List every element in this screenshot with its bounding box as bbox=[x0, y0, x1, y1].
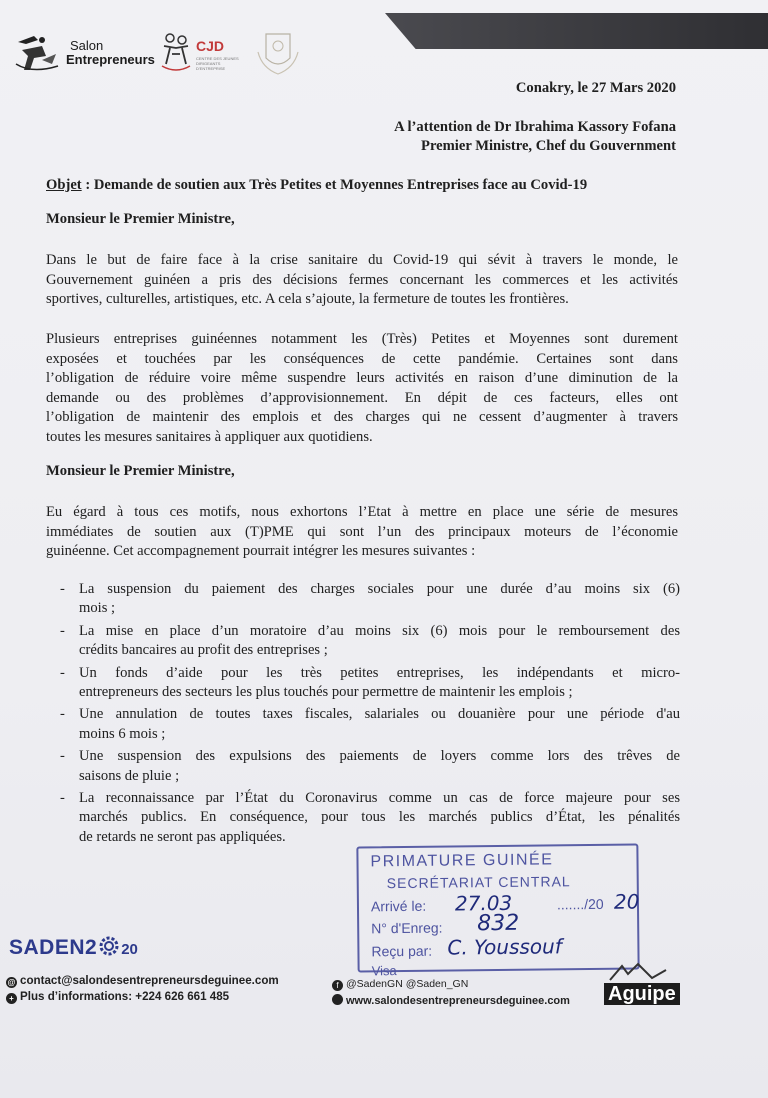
saden-logo-text: SADEN2 bbox=[9, 936, 98, 959]
paragraph-2-line: l’obligation de maintenir des emplois et des charges qui ne cessent d’augmenter à travers bbox=[46, 409, 678, 425]
salutation-2: Monsieur le Premier Ministre, bbox=[46, 463, 235, 479]
stamp-line-1: PRIMATURE GUINÉE bbox=[370, 851, 554, 871]
stamp-year-label: ......./20 bbox=[556, 895, 604, 913]
paragraph-2-line: Plusieurs entreprises guinéennes notamment les (Très) Petites et Moyennes sont durement bbox=[46, 331, 678, 347]
paragraph-3-line: Eu égard à tous ces motifs, nous exhortons l’Etat à mettre en place une série de mesures bbox=[46, 504, 678, 520]
list-item-line: marchés publics. En conséquence, pour tous les marchés publics d’État, les pénalités bbox=[79, 809, 680, 826]
footer-website bbox=[332, 994, 570, 1007]
stamp-year-value: 20 bbox=[613, 889, 640, 914]
bullet-dash: - bbox=[60, 664, 65, 681]
paragraph-2-line: l’obligation de réduire voire même suspendre leurs activités en raison d’une diminution de la bbox=[46, 370, 678, 386]
subject-text: : Demande de soutien aux Très Petites et Moyennes Entreprises face au Covid-19 bbox=[81, 177, 588, 193]
paragraph-1-line: Dans le but de faire face à la crise sanitaire du Covid-19 qui sévit à travers le monde, le bbox=[46, 252, 678, 268]
bullet-dash: - bbox=[60, 748, 65, 765]
list-item-line: Une annulation de toutes taxes fiscales, salariales ou douanière pour une période d'au bbox=[79, 706, 680, 723]
stamp-enreg-value: 832 bbox=[477, 910, 520, 937]
footer-social bbox=[332, 978, 468, 991]
list-item bbox=[60, 789, 680, 847]
paragraph-3-line: guinéenne. Cet accompagnement pourrait intégrer les mesures suivantes : bbox=[46, 543, 476, 559]
saden-logo-year: 20 bbox=[121, 941, 138, 958]
recipient-line-2: Premier Ministre, Chef du Gouvernment bbox=[421, 138, 676, 154]
reception-stamp bbox=[356, 844, 640, 979]
list-item bbox=[60, 705, 680, 744]
stamp-enreg-label: N° d'Enreg: bbox=[371, 919, 443, 937]
measures-list bbox=[60, 580, 680, 850]
salon-logo-line1: Salon bbox=[70, 38, 104, 53]
coat-of-arms-emblem bbox=[248, 28, 308, 80]
list-item-line: La suspension du paiement des charges sociales pour une durée d’au moins six (6) bbox=[79, 581, 680, 597]
bullet-dash: - bbox=[60, 622, 65, 639]
list-item-line: moins 6 mois ; bbox=[79, 725, 166, 742]
recipient-block bbox=[216, 118, 676, 156]
list-item-line: mois ; bbox=[79, 600, 116, 617]
paragraph-2-line: demande ou des problèmes d’approvisionnement. En dépit de ces facteurs, elles ont bbox=[46, 389, 678, 406]
letter-date: Conakry, le 27 Mars 2020 bbox=[515, 80, 676, 96]
footer-contact bbox=[6, 974, 279, 988]
paragraph-3 bbox=[46, 503, 678, 562]
paragraph-1-line: Gouvernement guinéen a pris des décisions fermes concernant les commerces et les activités bbox=[46, 271, 678, 288]
list-item-line: Une suspension des expulsions des paiements de loyers comme lors des trêves de bbox=[79, 748, 680, 765]
list-item-line: La mise en place d’un moratoire d’au moins six (6) mois pour le remboursement des bbox=[79, 622, 680, 639]
stamp-visa-label: Visa bbox=[371, 963, 397, 979]
salon-logo-icon bbox=[12, 30, 68, 76]
aguipe-logo: Aguipe bbox=[604, 983, 680, 1005]
facebook-icon: f bbox=[332, 980, 343, 991]
coat-of-arms-icon bbox=[248, 28, 308, 80]
cjd-logo bbox=[158, 30, 242, 78]
header-band bbox=[385, 13, 768, 49]
stamp-recu-signature: C. Youssouf bbox=[447, 934, 562, 960]
list-item-line: La reconnaissance par l’État du Coronavirus comme un cas de force majeure pour ses bbox=[79, 790, 680, 807]
contact-phone: Plus d’informations: +224 626 661 485 bbox=[20, 990, 230, 1003]
list-item bbox=[60, 622, 680, 661]
bullet-dash: - bbox=[60, 706, 65, 723]
paragraph-1 bbox=[46, 251, 678, 310]
subject-label: Objet bbox=[46, 177, 82, 193]
stamp-line-2: SECRÉTARIAT CENTRAL bbox=[386, 873, 571, 892]
social-handles[interactable]: @SadenGN @Saden_GN bbox=[346, 978, 469, 990]
list-item-line: entrepreneurs des secteurs les plus touchés pour permettre de maintenir les emplois ; bbox=[79, 684, 573, 701]
list-item-line: saisons de pluie ; bbox=[79, 767, 180, 784]
contact-email[interactable]: contact@salondesentrepreneursdeguinee.com bbox=[20, 974, 279, 987]
paragraph-2 bbox=[46, 330, 678, 447]
bullet-dash: - bbox=[60, 581, 65, 597]
list-item bbox=[60, 747, 680, 786]
list-item-line: Un fonds d’aide pour les très petites entreprises, les indépendants et micro- bbox=[79, 664, 680, 681]
bullet-dash: - bbox=[60, 790, 65, 807]
paragraph-1-line: sportives, culturelles, artistiques, etc. A cela s’ajoute, la fermeture de toutes les frontières. bbox=[46, 291, 569, 307]
salutation-1: Monsieur le Premier Ministre, bbox=[46, 211, 235, 227]
paragraph-2-line: exposées et touchées par les conséquences de cette pandémie. Certaines sont dans bbox=[46, 350, 678, 367]
cjd-logo-subtitle: CENTRE DES JEUNES DIRIGEANTS D'ENTREPRISE bbox=[196, 56, 239, 71]
recipient-line-1: A l’attention de Dr Ibrahima Kassory Fofana bbox=[394, 119, 676, 135]
info-icon: + bbox=[6, 993, 17, 1004]
footer-info bbox=[6, 990, 229, 1004]
stamp-recu-label: Reçu par: bbox=[371, 942, 433, 960]
email-icon: @ bbox=[7, 978, 16, 987]
website-link[interactable]: www.salondesentrepreneursdeguinee.com bbox=[346, 995, 570, 1007]
stamp-arrive-value: 27.03 bbox=[454, 890, 513, 916]
aguipe-logo-icon bbox=[608, 962, 668, 982]
stamp-arrive-label: Arrivé le: bbox=[370, 897, 427, 915]
saden-logo bbox=[9, 935, 138, 960]
paragraph-3-line: immédiates de soutien aux (T)PME qui sont l’un des principaux moteurs de l’économie bbox=[46, 523, 678, 540]
list-item-line: de retards ne seront pas appliquées. bbox=[79, 828, 286, 845]
salon-entrepreneurs-logo bbox=[12, 30, 155, 78]
list-item bbox=[60, 580, 680, 619]
salon-logo-line2: Entrepreneurs bbox=[66, 52, 155, 67]
cjd-figures-icon bbox=[158, 30, 194, 76]
paragraph-2-line: toutes les mesures sanitaires à appliquer aux quotidiens. bbox=[46, 428, 373, 445]
globe-icon bbox=[332, 994, 343, 1005]
list-item-line: crédits bancaires au profit des entreprises ; bbox=[79, 642, 328, 659]
gear-icon bbox=[97, 935, 121, 957]
subject-line bbox=[46, 176, 726, 196]
cjd-logo-text: CJD bbox=[196, 38, 225, 54]
list-item bbox=[60, 664, 680, 703]
